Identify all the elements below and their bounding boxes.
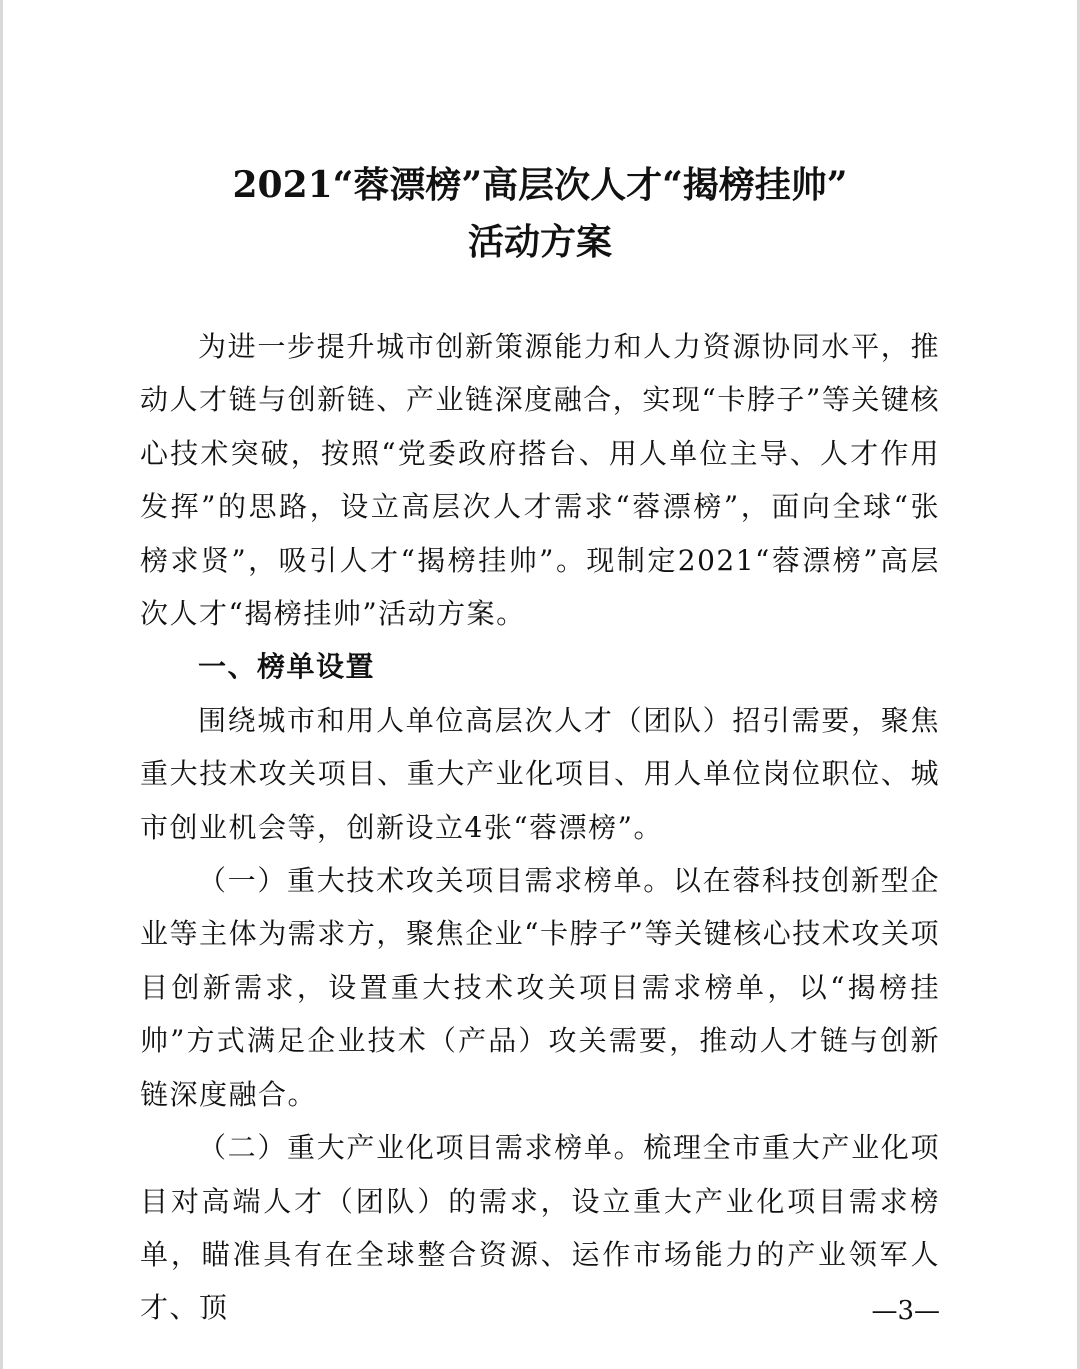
section-1-paragraph <box>140 854 940 1121</box>
section-1-label: （一）重大技术攻关项目需求榜单。 <box>198 864 673 898</box>
document-title-line-1: 2021“蓉漂榜”高层次人才“揭榜挂帅” <box>232 164 848 206</box>
section-2-text: 梳理全市重大产业化项目对高端人才（团队）的需求，设立重大产业化项目需求榜单，瞄准具有在全球整合资源、运作市场能力的产业领军人才、顶 <box>140 1131 940 1325</box>
document-title-line-2: 活动方案 <box>467 221 612 263</box>
intro-paragraph: 为进一步提升城市创新策源能力和人力资源协同水平，推动人才链与创新链、产业链深度融合，实现“卡脖子”等关键核心技术突破，按照“党委政府搭台、用人单位主导、人才作用发挥”的思路，设立高层次人才需求“蓉漂榜”，面向全球“张榜求贤”，吸引人才“揭榜挂帅”。现制定2021“蓉漂榜”高层次人才“揭榜挂帅”活动方案。 <box>140 330 940 631</box>
section-heading-list-setup: 一、榜单设置 <box>198 650 376 684</box>
section-2-label: （二）重大产业化项目需求榜单。 <box>198 1131 644 1165</box>
document-body <box>140 320 940 1335</box>
section-1-text: 以在蓉科技创新型企业等主体为需求方，聚焦企业“卡脖子”等关键核心技术攻关项目创新需求，设置重大技术攻关项目需求榜单，以“揭榜挂帅”方式满足企业技术（产品）攻关需要，推动人才链与创新链深度融合。 <box>140 864 940 1111</box>
list-setup-paragraph: 围绕城市和用人单位高层次人才（团队）招引需要，聚焦重大技术攻关项目、重大产业化项目、用人单位岗位职位、城市创业机会等，创新设立4张“蓉漂榜”。 <box>140 703 940 844</box>
section-2-paragraph <box>140 1121 940 1335</box>
page-number: —3— <box>871 1296 940 1326</box>
